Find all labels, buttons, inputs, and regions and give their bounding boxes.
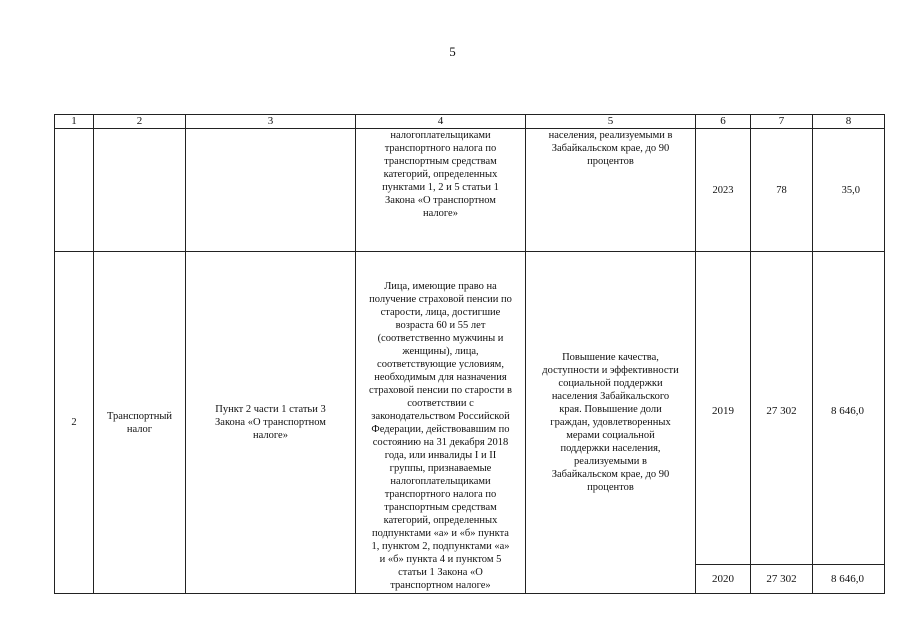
- page-number: 5: [449, 44, 456, 59]
- count-value: 27 302: [766, 405, 797, 417]
- table-row-continuation: [55, 129, 885, 252]
- year-value: 2020: [696, 564, 750, 593]
- table-row: [55, 252, 885, 594]
- amount-value: 8 646,0: [831, 405, 864, 417]
- header-cell: 5: [526, 115, 696, 129]
- category-cell: [356, 129, 526, 252]
- goal-cell: [526, 129, 696, 252]
- row-number-cell: 2: [55, 252, 94, 594]
- header-cell: 8: [813, 115, 885, 129]
- header-cell: 6: [696, 115, 751, 129]
- table-header-row: [55, 115, 885, 129]
- legal-basis-cell: [186, 129, 356, 252]
- goal-text: Повышение качества, доступности и эффективности социальной поддержки населения Забайкальского края. Повышение доли граждан, удовлетворенных мерами социальной поддержки населения, реализуемыми в Забайкальском крае, до 90 процентов: [542, 352, 679, 493]
- header-cell: 2: [94, 115, 186, 129]
- year-cell: [696, 252, 751, 594]
- amount-cell: [813, 129, 885, 252]
- header-cell: 4: [356, 115, 526, 129]
- year-value: 2019: [712, 405, 734, 417]
- row-number-cell: [55, 129, 94, 252]
- tax-name-cell: [94, 129, 186, 252]
- amount-cell: [813, 252, 885, 594]
- legal-basis-text: Пункт 2 части 1 статьи 3 Закона «О транспортном налоге»: [215, 404, 326, 441]
- benefits-table: [54, 114, 885, 594]
- count-value: 27 302: [751, 564, 812, 593]
- amount-value: 8 646,0: [813, 564, 884, 593]
- header-cell: 3: [186, 115, 356, 129]
- category-text: налогоплательщиками транспортного налога по транспортным средствам категорий, определенных пунктами 1, 2 и 5 статьи 1 Закона «О транспортном налоге»: [382, 130, 499, 219]
- count-cell: [751, 252, 813, 594]
- tax-name-text: Транспортный налог: [106, 410, 173, 435]
- goal-text: населения, реализуемыми в Забайкальском крае, до 90 процентов: [548, 130, 673, 167]
- amount-value: 35,0: [841, 184, 860, 196]
- goal-cell: [526, 252, 696, 594]
- legal-basis-cell: [186, 252, 356, 594]
- category-cell: [356, 252, 526, 594]
- year-cell: 2023: [696, 129, 751, 252]
- tax-name-cell: [94, 252, 186, 594]
- category-text: Лица, имеющие право на получение страховой пенсии по старости, лица, достигшие возраста 60 и 55 лет (соответственно мужчины и женщины), лица, соответствующие условиям, необходимым для назначения страховой пенсии по старости в соответствии с законодательством Российской Федерации, действовавшим по состоянию на 31 декабря 2018 года, или инвалиды I и II группы, признаваемые налогоплательщиками транспортного налога по транспортным средствам категорий, определенных подпунктами «а» и «б» пункта 1, пунктом 2, подпунктами «а» и «б» пункта 4 и пунктом 5 статьи 1 Закона «О транспортном налоге»: [369, 281, 512, 591]
- count-cell: 78: [751, 129, 813, 252]
- header-cell: 1: [55, 115, 94, 129]
- header-cell: 7: [751, 115, 813, 129]
